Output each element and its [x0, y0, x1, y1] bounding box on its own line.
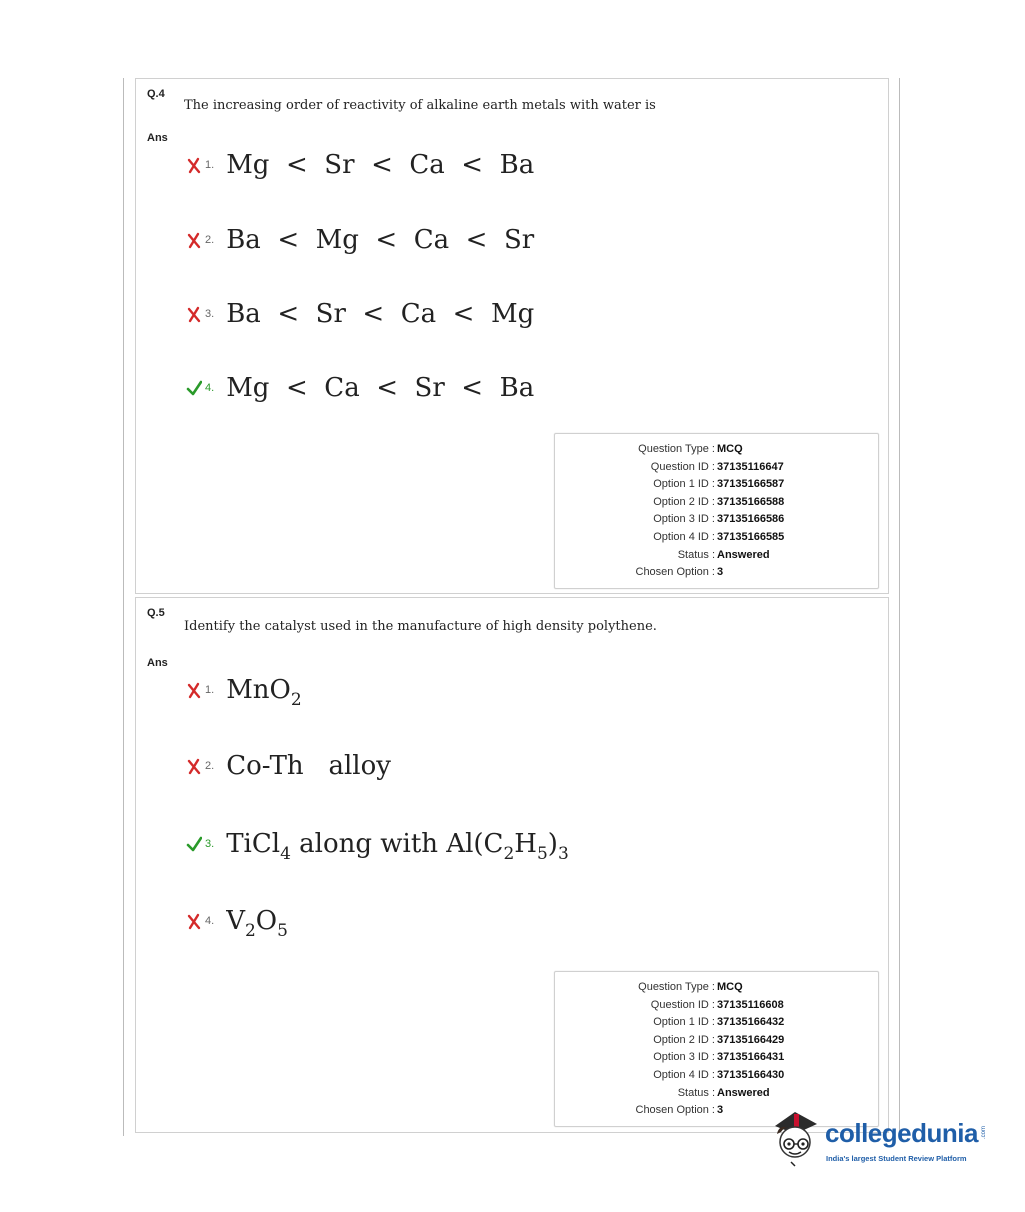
answer-label: Ans: [147, 132, 168, 144]
option-number: 4.: [205, 382, 215, 394]
option-text: Ba < Mg < Ca < Sr: [226, 225, 535, 255]
option-2: [186, 220, 534, 260]
option-3: [186, 294, 534, 334]
cross-icon: [186, 680, 202, 700]
info-row-chosen-option: Chosen Option : 3: [635, 566, 724, 579]
logo-wordmark: collegedunia: [825, 1118, 978, 1148]
info-row-option3-id: Option 3 ID : 37135166586: [653, 513, 785, 526]
info-row-option2-id: Option 2 ID : 37135166588: [653, 495, 785, 508]
option-2: [186, 746, 391, 786]
option-text: Mg < Ca < Sr < Ba: [226, 373, 535, 403]
check-icon: [186, 834, 202, 854]
cross-icon: [186, 155, 202, 175]
info-row-status: Status : Answered: [677, 548, 770, 561]
info-row-chosen-option: Chosen Option : 3: [635, 1104, 724, 1117]
option-number: 3.: [205, 308, 215, 320]
option-number: 1.: [205, 159, 215, 171]
info-row-option4-id: Option 4 ID : 37135166585: [653, 530, 785, 543]
option-number: 4.: [205, 915, 215, 927]
question-info-panel: [554, 433, 879, 589]
info-row-option2-id: Option 2 ID : 37135166429: [653, 1033, 785, 1046]
info-row-question-id: Question ID : 37135116647: [650, 460, 784, 473]
mascot-icon: [765, 1104, 823, 1170]
info-row-question-type: Question Type : MCQ: [638, 981, 743, 993]
option-1: [186, 145, 534, 185]
option-text: TiCl$_4$ along with $Al(C_2H_5)_3$: [226, 829, 569, 864]
page-frame-left: [123, 78, 124, 1136]
option-text: Ba < Sr < Ca < Mg: [226, 299, 535, 329]
answer-label: Ans: [147, 657, 168, 669]
question-text: Identify the catalyst used in the manufacture of high density polythene.: [184, 619, 657, 634]
option-4: [186, 368, 534, 408]
info-row-option1-id: Option 1 ID : 37135166587: [653, 478, 785, 491]
option-4: [186, 901, 288, 941]
info-row-option1-id: Option 1 ID : 37135166432: [653, 1016, 785, 1029]
question-text: The increasing order of reactivity of alkaline earth metals with water is: [184, 98, 656, 113]
option-number: 3.: [205, 838, 215, 850]
cross-icon: [186, 756, 202, 776]
question-number: Q.5: [147, 607, 165, 619]
question-block-q4: [135, 78, 889, 594]
check-icon: [186, 378, 202, 398]
option-number: 1.: [205, 684, 215, 696]
logo-com: .com: [981, 1126, 987, 1140]
cross-icon: [186, 911, 202, 931]
info-row-question-id: Question ID : 37135116608: [650, 998, 784, 1011]
option-text: Mg < Sr < Ca < Ba: [226, 150, 535, 180]
collegedunia-logo: [765, 1104, 995, 1174]
cross-icon: [186, 230, 202, 250]
info-row-option4-id: Option 4 ID : 37135166430: [653, 1068, 785, 1081]
option-number: 2.: [205, 760, 215, 772]
option-text: MnO$_2$: [226, 675, 302, 710]
question-number: Q.4: [147, 88, 165, 100]
info-row-status: Status : Answered: [677, 1086, 770, 1099]
page-frame-right: [899, 78, 900, 1136]
question-block-q5: [135, 597, 889, 1133]
option-1: [186, 670, 302, 710]
cross-icon: [186, 304, 202, 324]
option-text: $V_2O_5$: [226, 906, 288, 941]
option-text: Co-Th alloy: [226, 751, 391, 781]
option-3: [186, 824, 569, 864]
info-row-option3-id: Option 3 ID : 37135166431: [653, 1051, 785, 1064]
option-number: 2.: [205, 234, 215, 246]
logo-tagline: India's largest Student Review Platform: [826, 1154, 967, 1163]
info-row-question-type: Question Type : MCQ: [638, 443, 743, 455]
